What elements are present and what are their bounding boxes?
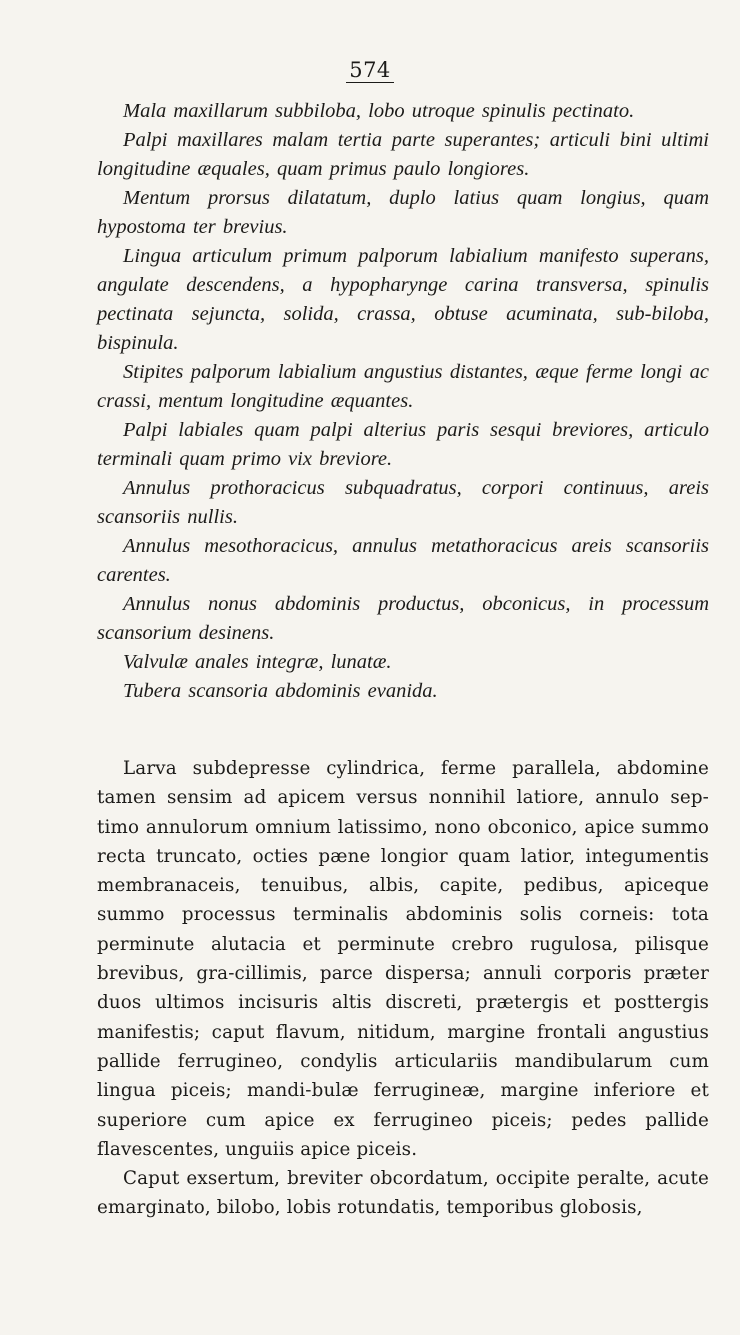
italic-paragraph-tubera: Tubera scansoria abdominis evanida. [123, 680, 438, 702]
body-paragraph-caput: Caput exsertum, breviter obcordatum, occipite peralte, acute emarginato, bilobo, lobis rotundatis, temporibus globosis, [97, 1168, 709, 1219]
diagnostic-description [97, 97, 709, 706]
italic-paragraph-mentum: Mentum prorsus dilatatum, duplo latius quam longius, quam hypostoma ter brevius. [97, 187, 709, 238]
italic-paragraph-mala: Mala maxillarum subbiloba, lobo utroque spinulis pectinato. [123, 100, 635, 122]
larva-description [97, 754, 709, 1223]
page-number: 574 [0, 58, 740, 82]
italic-paragraph-annulus-mesothoracicus: Annulus mesothoracicus, annulus metathoracicus areis scansoriis carentes. [97, 535, 709, 586]
italic-paragraph-lingua: Lingua articulum primum palporum labialium manifesto superans, angulate descendens, a hypopharynge carina transversa, spinulis pectinata sejuncta, solida, crassa, obtuse acuminata, sub-biloba, bispinula. [97, 245, 709, 354]
italic-paragraph-palpi-maxillares: Palpi maxillares malam tertia parte superantes; articuli bini ultimi longitudine æquales, quam primus paulo longiores. [97, 129, 709, 180]
italic-paragraph-annulus-nonus: Annulus nonus abdominis productus, obconicus, in processum scansorium desinens. [97, 593, 709, 644]
italic-paragraph-stipites: Stipites palporum labialium angustius distantes, æque ferme longi ac crassi, mentum longitudine æquantes. [97, 361, 709, 412]
body-paragraph-larva: Larva subdepresse cylindrica, ferme parallela, abdomine tamen sensim ad apicem versus nonnihil latiore, annulo sep-timo annulorum omnium latissimo, nono obconico, apice summo recta truncato, octies pæne longior quam latior, integumentis membranaceis, tenuibus, albis, capite, pedibus, apiceque summo processus terminalis abdominis solis corneis: tota perminute alutacia et perminute crebro rugulosa, pilisque brevibus, gra-cillimis, parce dispersa; annuli corporis præter duos ultimos incisuris altis discreti, prætergis et posttergis manifestis; caput flavum, nitidum, margine frontali angustius pallide ferrugineo, condylis articulariis mandibularum cum lingua piceis; mandi-bulæ ferrugineæ, margine inferiore et superiore cum apice ex ferrugineo piceis; pedes pallide flavescentes, unguiis apice piceis. [97, 758, 709, 1160]
italic-paragraph-valvulae: Valvulæ anales integræ, lunatæ. [123, 651, 392, 673]
italic-paragraph-palpi-labiales: Palpi labiales quam palpi alterius paris sesqui breviores, articulo terminali quam primo vix breviore. [97, 419, 709, 470]
italic-paragraph-annulus-prothoracicus: Annulus prothoracicus subquadratus, corpori continuus, areis scansoriis nullis. [97, 477, 709, 528]
